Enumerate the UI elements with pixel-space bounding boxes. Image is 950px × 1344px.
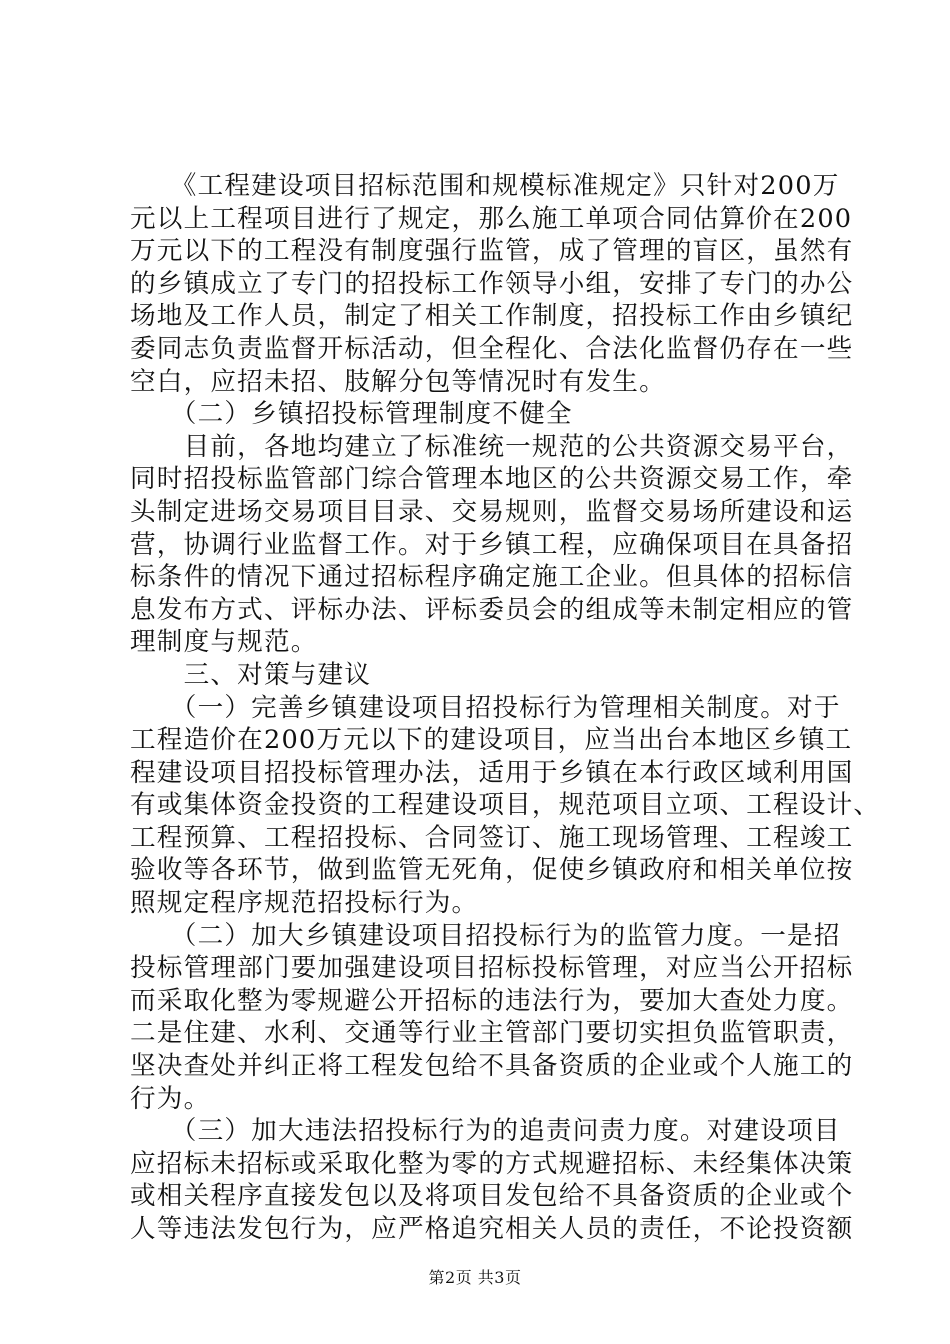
text-line: 程建设项目招投标管理办法，适用于乡镇在本行政区域利用国	[130, 757, 854, 788]
text-line: 三、对策与建议	[130, 659, 372, 690]
text-line: 的乡镇成立了专门的招投标工作领导小组，安排了专门的办公	[130, 268, 854, 299]
text-line: 头制定进场交易项目目录、交易规则，监督交易场所建设和运	[130, 496, 854, 527]
section-heading-3	[130, 659, 832, 692]
paragraph-measure-1	[130, 692, 881, 920]
text-line: （一）完善乡镇建设项目招投标行为管理相关制度。对于	[130, 692, 841, 723]
page-number-footer: 第2页 共3页	[428, 1268, 522, 1287]
text-line: 坚决查处并纠正将工程发包给不具备资质的企业或个人施工的	[130, 1051, 854, 1082]
text-line: 工程造价在200万元以下的建设项目，应当出台本地区乡镇工	[130, 725, 853, 756]
text-line: 人等违法发包行为，应严格追究相关人员的责任，不论投资额	[130, 1214, 854, 1244]
text-line: （二）加大乡镇建设项目招投标行为的监管力度。一是招	[130, 920, 841, 951]
paragraph-scope-rule	[130, 170, 854, 398]
text-line: 同时招投标监管部门综合管理本地区的公共资源交易工作，牵	[130, 464, 854, 495]
text-line: 万元以下的工程没有制度强行监管，成了管理的盲区，虽然有	[130, 236, 854, 267]
section-heading-2	[130, 398, 832, 431]
paragraph-platform	[130, 431, 854, 659]
text-line: 有或集体资金投资的工程建设项目，规范项目立项、工程设计、	[130, 790, 881, 821]
text-line: 投标管理部门要加强建设项目招标投标管理，对应当公开招标	[130, 953, 854, 984]
paragraph-measure-2	[130, 920, 854, 1116]
text-line: （三）加大违法招投标行为的追责问责力度。对建设项目	[130, 1116, 841, 1147]
text-line: 息发布方式、评标办法、评标委员会的组成等未制定相应的管	[130, 594, 854, 625]
document-body	[130, 170, 881, 1246]
text-line: （二）乡镇招投标管理制度不健全	[130, 399, 573, 430]
text-line: 或相关程序直接发包以及将项目发包给不具备资质的企业或个	[130, 1181, 854, 1212]
text-line: 理制度与规范。	[130, 627, 318, 658]
text-line: 营，协调行业监督工作。对于乡镇工程，应确保项目在具备招	[130, 529, 854, 560]
paragraph-measure-3	[130, 1115, 854, 1245]
text-line: 行为。	[130, 1083, 211, 1114]
text-line: 验收等各环节，做到监管无死角，促使乡镇政府和相关单位按	[130, 855, 854, 886]
text-line: 二是住建、水利、交通等行业主管部门要切实担负监管职责，	[130, 1018, 854, 1049]
text-line: 《工程建设项目招标范围和规模标准规定》只针对200万	[130, 171, 840, 201]
text-line: 元以上工程项目进行了规定，那么施工单项合同估算价在200	[130, 203, 853, 234]
text-line: 空白，应招未招、肢解分包等情况时有发生。	[130, 366, 666, 397]
text-line: 标条件的情况下通过招标程序确定施工企业。但具体的招标信	[130, 562, 854, 593]
text-line: 目前，各地均建立了标准统一规范的公共资源交易平台，	[130, 431, 854, 462]
text-line: 应招标未招标或采取化整为零的方式规避招标、未经集体决策	[130, 1148, 854, 1179]
text-line: 工程预算、工程招投标、合同签订、施工现场管理、工程竣工	[130, 822, 854, 853]
text-line: 而采取化整为零规避公开招标的违法行为，要加大查处力度。	[130, 985, 854, 1016]
text-line: 照规定程序规范招投标行为。	[130, 888, 479, 919]
text-line: 委同志负责监督开标活动，但全程化、合法化监督仍存在一些	[130, 333, 854, 364]
text-line: 场地及工作人员，制定了相关工作制度，招投标工作由乡镇纪	[130, 301, 854, 332]
